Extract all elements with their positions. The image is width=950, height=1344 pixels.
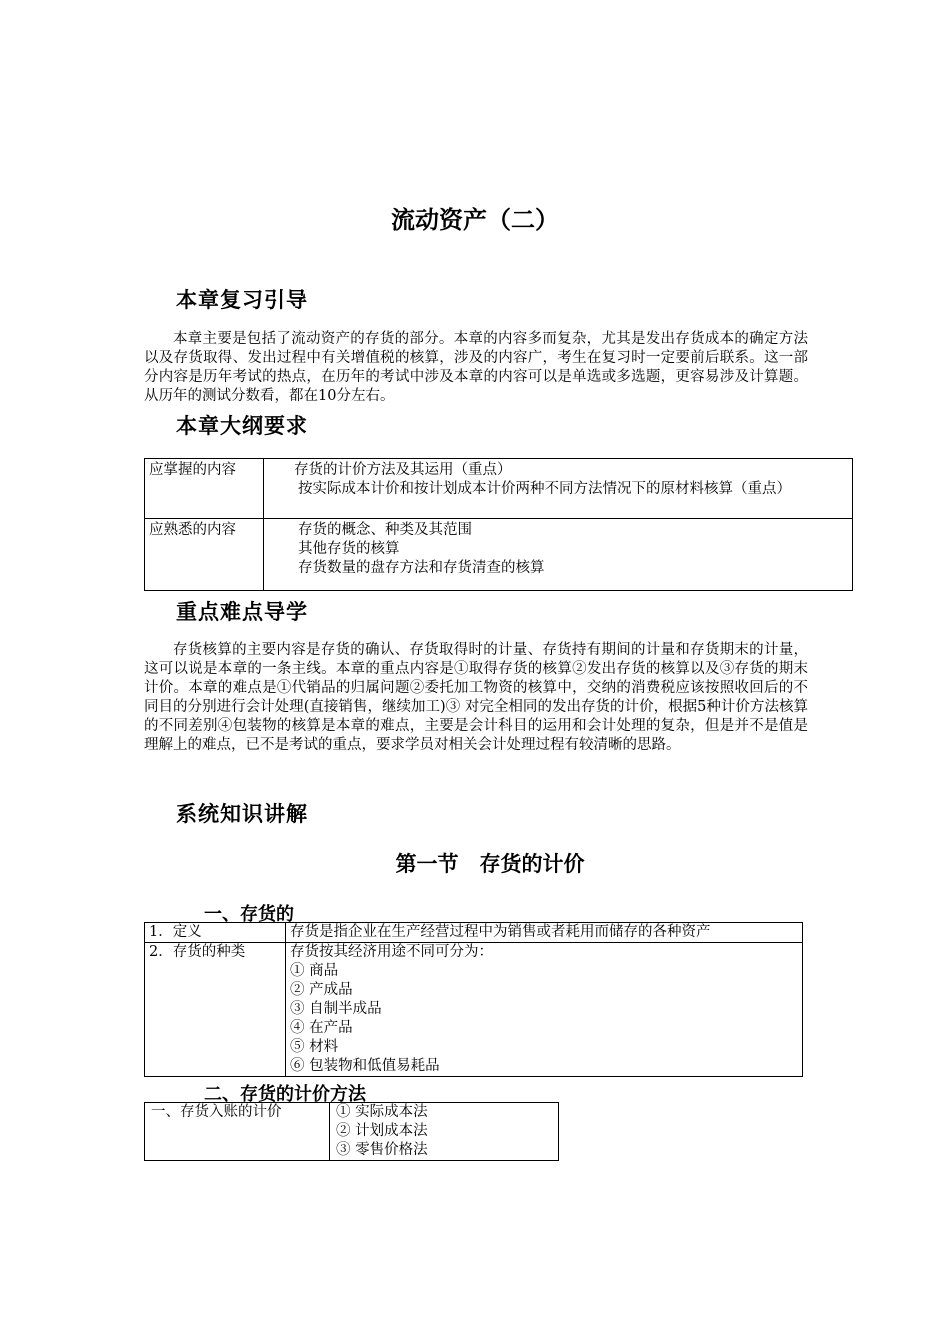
outline-heading: 本章大纲要求 [176,414,308,438]
valuation-subheading: 二、存货的计价方法 [204,1084,366,1105]
outline-item: 存货数量的盘存方法和存货清查的核算 [298,560,545,576]
inventory-type-item: ⑤ 材料 [290,1039,339,1055]
valuation-method-item: ② 计划成本法 [336,1123,428,1139]
outline-item: 存货的计价方法及其运用（重点） [294,462,512,478]
inventory-subheading: 一、存货的 [204,904,294,925]
valuation-method-item: ③ 零售价格法 [336,1142,428,1158]
inventory-label-types: 2．存货的种类 [145,943,286,1077]
inventory-row-types [145,943,803,1077]
section-title: 第一节 存货的计价 [395,852,585,876]
outline-table [144,458,853,591]
outline-items-familiar [264,519,853,591]
page-title: 流动资产（二） [391,206,559,234]
system-heading: 系统知识讲解 [176,802,308,826]
valuation-methods [330,1103,559,1161]
valuation-row [145,1103,559,1161]
inventory-type-intro: 存货按其经济用途不同可分为： [290,944,493,960]
key-points-heading: 重点难点导学 [176,600,308,624]
inventory-table [144,922,803,1077]
inventory-type-item: ① 商品 [290,963,339,979]
valuation-table [144,1102,559,1161]
outline-item: 其他存货的核算 [298,541,400,557]
outline-item: 存货的概念、种类及其范围 [298,522,472,538]
outline-items-master [264,459,853,519]
outline-row-familiar [145,519,853,591]
valuation-label: 一、存货入账的计价 [145,1103,330,1161]
outline-row-master [145,459,853,519]
inventory-type-item: ③ 自制半成品 [290,1001,382,1017]
review-guide-heading: 本章复习引导 [176,288,308,312]
outline-item: 按实际成本计价和按计划成本计价两种不同方法情况下的原材料核算（重点） [298,481,791,497]
valuation-method-item: ① 实际成本法 [336,1104,428,1120]
outline-label-familiar: 应熟悉的内容 [145,519,264,591]
inventory-label-definition: 1．定义 [145,923,286,943]
outline-label-master: 应掌握的内容 [145,459,264,519]
inventory-types-list [286,943,803,1077]
review-guide-paragraph: 本章主要是包括了流动资产的存货的部分。本章的内容多而复杂，尤其是发出存货成本的确定方法以及存货取得、发出过程中有关增值税的核算，涉及的内容广，考生在复习时一定要前后联系。这一部分内容是历年考试的热点，在历年的考试中涉及本章的内容可以是单选或多选题，更容易涉及计算题。从历年的测试分数看，都在10分左右。 [144,331,808,404]
inventory-row-definition [145,923,803,943]
inventory-type-item: ⑥ 包装物和低值易耗品 [290,1058,440,1074]
inventory-type-item: ② 产成品 [290,982,353,998]
inventory-value-definition: 存货是指企业在生产经营过程中为销售或者耗用而储存的各种资产 [286,923,803,943]
inventory-type-item: ④ 在产品 [290,1020,353,1036]
key-points-paragraph: 存货核算的主要内容是存货的确认、存货取得时的计量、存货持有期间的计量和存货期末的计量，这可以说是本章的一条主线。本章的重点内容是①取得存货的核算②发出存货的核算以及③存货的期末计价。本章的难点是①代销品的归属问题②委托加工物资的核算中，交纳的消费税应该按照收回后的不同目的分别进行会计处理(直接销售，继续加工)③ 对完全相同的发出存货的计价，根据5种计价方法核算的不同差别④包装物的核算是本章的难点，主要是会计科目的运用和会计处理的复杂，但是并不是值是理解上的难点，已不是考试的重点，要求学员对相关会计处理过程有较清晰的思路。 [144,642,808,753]
